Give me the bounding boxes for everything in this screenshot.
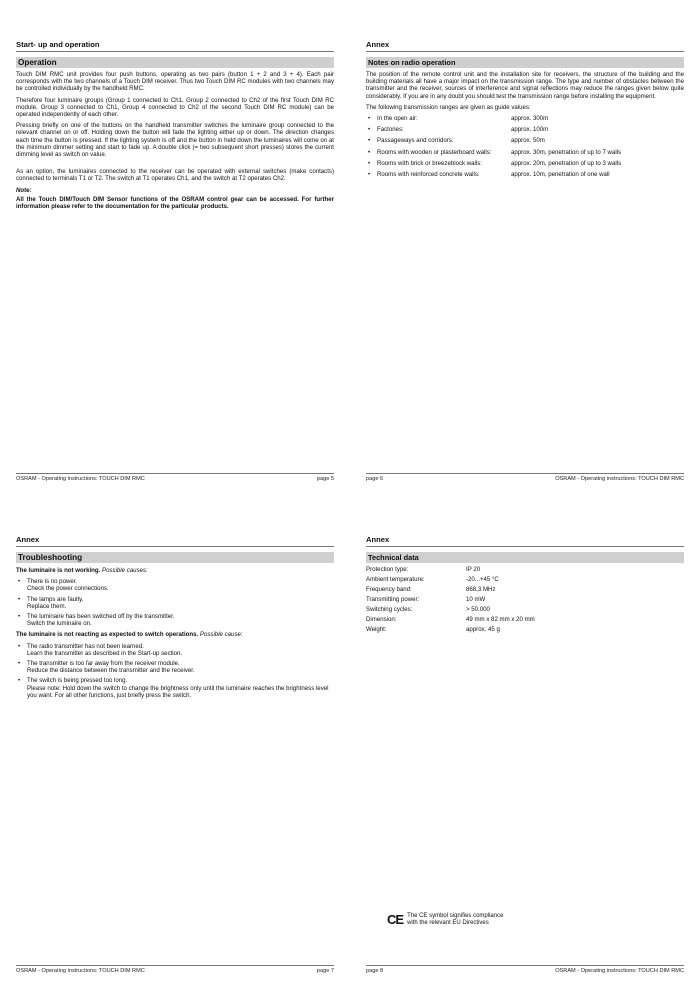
range-label: • Passageways and corridors:: [377, 137, 454, 145]
ce-text-line: The CE symbol signifies compliance: [407, 912, 504, 919]
table-row: [366, 576, 684, 583]
table-row: [366, 566, 684, 573]
divider: [366, 546, 684, 547]
table-row: [366, 586, 684, 593]
spec-value: -20...+45 °C: [466, 576, 499, 583]
list-item: [16, 643, 334, 657]
page-title: Start- up and operation: [16, 40, 100, 49]
list-item: [16, 596, 334, 610]
footer-doc-title: OSRAM - Operating instructions: TOUCH DIM RMC: [555, 476, 684, 482]
paragraph: Pressing briefly on one of the buttons on the handheld transmitter switches the luminaire group connected to the relevant channel on or off. Holding down the button will fade the lighting either up or down. The direction changes each time the button is pressed. If the lighting system is off and the button in held down the luminaires will come on at the minimum dimmer setting and start to fade up. A double click (= two subsequent short presses) stores the current dimming level as switch on value.: [16, 122, 334, 159]
spec-key: Weight:: [366, 626, 387, 633]
fix-text: Replace them.: [27, 602, 67, 610]
spec-key: Dimension:: [366, 616, 397, 623]
range-label: • Factories:: [377, 126, 404, 134]
fix-text: Check the power connections.: [27, 585, 109, 593]
issue-heading: [16, 631, 334, 638]
fix-text: Please note: Hold down the switch to change the brightness only until the luminaire reaches the brightness level you want. For all other functions, just briefly press the switch.: [27, 684, 329, 699]
cause-text: The switch is being pressed too long.: [27, 677, 128, 685]
footer-divider: [366, 965, 684, 966]
footer-page-number: page 5: [316, 476, 334, 482]
list-item: [366, 149, 684, 156]
fix-text: Learn the transmitter as described in the Start-up section.: [27, 649, 183, 657]
list-item: [366, 171, 684, 178]
section-heading-troubleshooting: Troubleshooting: [16, 552, 334, 563]
page-5: [16, 40, 334, 214]
range-label: • Rooms with reinforced concrete walls:: [377, 171, 480, 179]
footer-page-number: page 7: [316, 968, 334, 974]
footer-doc-title: OSRAM - Operating instructions: TOUCH DIM RMC: [555, 968, 684, 974]
section-heading-operation: Operation: [16, 57, 334, 68]
spec-value: 868,3 MHz: [466, 586, 496, 593]
note-text: All the Touch DIM/Touch DIM Sensor functions of the OSRAM control gear can be accessed. For further information please refer to the documentation for the particular products.: [16, 195, 334, 211]
ce-compliance-block: [387, 912, 503, 927]
range-label: • Rooms with wooden or plasterboard walls:: [377, 148, 492, 156]
technical-data-table: [366, 566, 684, 633]
page-title: Annex: [366, 40, 390, 49]
page-title: Annex: [366, 535, 390, 544]
fix-text: Switch the luminaire on.: [27, 620, 92, 628]
paragraph: Touch DIM RMC unit provides four push buttons, operating as two pairs (button 1 + 2 and 3 + 4). Each pair corresponds with the two channels of a Touch DIM receiver. Thus two Touch DIM RC modules with two channels may be controlled individually by the handheld RMC.: [16, 71, 334, 93]
page-7: [16, 535, 334, 703]
list-item: [366, 160, 684, 167]
page-8: [366, 535, 684, 636]
list-item: [16, 613, 334, 627]
list-item: [16, 578, 334, 592]
spec-key: Switching cycles:: [366, 606, 413, 613]
divider: [16, 51, 334, 52]
table-row: [366, 616, 684, 623]
issue-title: The luminaire is not reacting as expected to switch operations.: [16, 631, 199, 639]
paragraph: Therefore four luminaire groups (Group 1 connected to Ch1, Group 2 connected to Ch2 of the first Touch DIM RC module, Group 3 connected to Ch1, Group 4 connected to Ch2 of the second Touch DIM RC module) can be operated independently of each other.: [16, 96, 334, 119]
page-title: Annex: [16, 535, 40, 544]
range-value: approx. 300m: [511, 115, 549, 123]
issue-title: The luminaire is not working.: [16, 567, 101, 574]
cause-text: The lamps are faulty.: [27, 595, 84, 603]
footer-divider: [366, 473, 684, 474]
range-value: approx. 20m, penetration of up to 3 walls: [511, 159, 622, 167]
divider: [16, 546, 334, 547]
footer-page-number: page 8: [366, 968, 384, 974]
page-6: [366, 40, 684, 182]
spec-value: approx. 45 g: [466, 626, 500, 633]
divider: [366, 51, 684, 52]
spec-value: > 50.000: [466, 606, 490, 613]
table-row: [366, 596, 684, 603]
note-label: Note:: [16, 186, 32, 194]
ce-mark-icon: CE: [387, 912, 404, 927]
range-value: approx. 50m: [511, 137, 545, 145]
cause-list: [16, 643, 334, 699]
footer-doc-title: OSRAM - Operating instructions: TOUCH DIM RMC: [16, 476, 145, 482]
section-heading-technical: Technical data: [366, 552, 684, 563]
paragraph: The following transmission ranges are given as guide values:: [366, 103, 531, 111]
cause-text: The transmitter is too far away from the receiver module.: [27, 660, 180, 668]
spec-value: 10 mW: [466, 596, 486, 603]
spec-key: Ambient temperature:: [366, 576, 425, 583]
page-7-footer: [16, 965, 334, 974]
list-item: [16, 677, 334, 699]
footer-doc-title: OSRAM - Operating instructions: TOUCH DIM RMC: [16, 968, 145, 974]
issue-subtitle: Possible cause:: [199, 631, 243, 639]
spec-key: Transmitting power:: [366, 596, 420, 603]
spec-value: IP 20: [466, 566, 481, 573]
cause-text: The luminaire has been switched off by the transmitter.: [27, 613, 175, 621]
cause-text: The radio transmitter has not been learned.: [27, 642, 144, 650]
range-value: approx. 10m, penetration of one wall: [511, 171, 610, 179]
spec-key: Frequency band:: [366, 586, 412, 593]
table-row: [366, 606, 684, 613]
page-8-footer: [366, 965, 684, 974]
list-item: [366, 137, 684, 144]
list-item: [16, 660, 334, 674]
range-list: [366, 115, 684, 178]
footer-divider: [16, 965, 334, 966]
spec-value: 49 mm x 82 mm x 20 mm: [466, 616, 535, 623]
footer-page-number: page 6: [366, 476, 384, 482]
fix-text: Reduce the distance between the transmitter and the receiver.: [27, 667, 195, 675]
section-heading-radio: Notes on radio operation: [366, 57, 684, 68]
range-label: • In the open air:: [377, 115, 418, 123]
cause-list: [16, 578, 334, 627]
range-value: approx. 100m: [511, 126, 549, 134]
footer-divider: [16, 473, 334, 474]
table-row: [366, 626, 684, 633]
cause-text: There is no power.: [27, 578, 78, 586]
page-5-footer: [16, 473, 334, 482]
range-label: • Rooms with brick or breezeblock walls:: [377, 159, 482, 167]
paragraph: As an option, the luminaires connected to the receiver can be operated with external switches (make contacts) connected to terminals T1 or T2. The switch at T1 operates Ch1, and the switch at T2 operates Ch2.: [16, 168, 334, 183]
ce-text: [407, 913, 503, 926]
ce-text-line: with the relevant EU Directives: [407, 919, 489, 926]
issue-subtitle: Possible causes:: [102, 567, 148, 574]
issue-heading: [16, 567, 334, 574]
range-value: approx. 30m, penetration of up to 7 walls: [511, 148, 622, 156]
spec-key: Protection type:: [366, 566, 409, 573]
paragraph: The position of the remote control unit and the installation site for receivers, the structure of the building and the building materials all have a major impact on the transmission range. The type and number of obstacles between the transmitter and the receiver, sources of interference and signal reflections may reduce the ranges given below quite considerably. If you are in any doubt you should test the transmission range before installing the equipment.: [366, 71, 684, 100]
page-6-footer: [366, 473, 684, 482]
list-item: [366, 126, 684, 133]
list-item: [366, 115, 684, 122]
